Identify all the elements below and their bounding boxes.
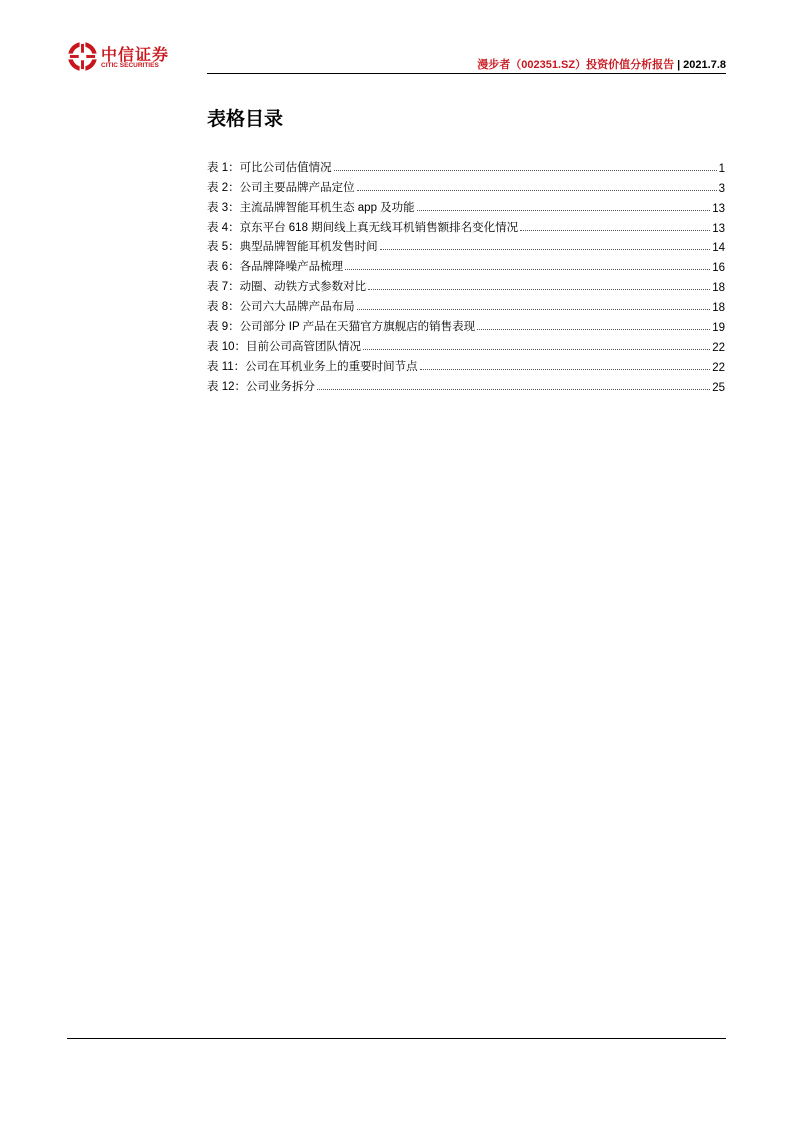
toc-entry-label[interactable]: 表 8：公司六大品牌产品布局 — [207, 301, 355, 314]
toc-entry-label[interactable]: 表 3：主流品牌智能耳机生态 app 及功能 — [207, 201, 415, 214]
toc-entry[interactable] — [207, 374, 725, 394]
toc-entry-page[interactable]: 13 — [712, 222, 725, 235]
toc-entry-label[interactable]: 表 1：可比公司估值情况 — [207, 161, 332, 174]
toc-dot-leader — [317, 389, 710, 390]
toc-entry-page[interactable]: 1 — [718, 162, 725, 175]
citic-logo-icon — [67, 41, 98, 72]
toc-entry-label[interactable]: 表 7：动圈、动铁方式参数对比 — [207, 281, 367, 294]
toc-entry[interactable] — [207, 294, 725, 314]
toc-entry-page[interactable]: 3 — [718, 182, 725, 195]
toc-entry[interactable] — [207, 195, 725, 215]
toc-entry-page[interactable]: 16 — [712, 262, 725, 275]
toc-entry-label[interactable]: 表 4：京东平台 618 期间线上真无线耳机销售额排名变化情况 — [207, 221, 519, 234]
citic-securities-logo — [67, 41, 187, 73]
toc-entry[interactable] — [207, 235, 725, 255]
running-header — [477, 56, 726, 72]
toc-entry-label[interactable]: 表 10：目前公司高管团队情况 — [207, 340, 361, 353]
toc-dot-leader — [417, 210, 711, 211]
logo-chinese-name: 中信证券 — [101, 47, 170, 64]
toc-dot-leader — [357, 190, 717, 191]
toc-entry-page[interactable]: 19 — [712, 322, 725, 335]
toc-dot-leader — [334, 170, 717, 171]
toc-entry-page[interactable]: 18 — [712, 302, 725, 315]
toc-dot-leader — [477, 329, 710, 330]
toc-title: 表格目录 — [207, 109, 284, 130]
footer-rule — [67, 1038, 726, 1039]
toc-entry[interactable] — [207, 354, 725, 374]
toc-entry-label[interactable]: 表 9：公司部分 IP 产品在天猫官方旗舰店的销售表现 — [207, 321, 476, 334]
toc-entry-label[interactable]: 表 12：公司业务拆分 — [207, 380, 315, 393]
toc-entry-page[interactable]: 14 — [712, 242, 725, 255]
toc-entry-label[interactable]: 表 11：公司在耳机业务上的重要时间节点 — [207, 360, 418, 373]
toc-entry-page[interactable]: 22 — [712, 361, 725, 374]
toc-dot-leader — [345, 269, 710, 270]
toc-entry-page[interactable]: 13 — [712, 202, 725, 215]
toc-entry[interactable] — [207, 155, 725, 175]
toc-dot-leader — [380, 249, 711, 250]
toc-entry[interactable] — [207, 254, 725, 274]
toc-entry[interactable] — [207, 314, 725, 334]
toc-entry-label[interactable]: 表 6：各品牌降噪产品梳理 — [207, 261, 344, 274]
toc-entry-page[interactable]: 22 — [712, 341, 725, 354]
toc-entry-page[interactable]: 18 — [712, 282, 725, 295]
toc-entry[interactable] — [207, 215, 725, 235]
toc-dot-leader — [357, 309, 711, 310]
toc-entry[interactable] — [207, 274, 725, 294]
report-date: 2021.7.8 — [683, 59, 726, 71]
table-of-tables — [207, 155, 725, 394]
toc-dot-leader — [520, 230, 710, 231]
header-separator: | — [677, 59, 681, 71]
toc-dot-leader — [420, 369, 711, 370]
header-rule — [207, 73, 726, 74]
logo-english-name: CITIC SECURITIES — [101, 62, 159, 69]
toc-entry-page[interactable]: 25 — [712, 381, 725, 394]
toc-entry[interactable] — [207, 334, 725, 354]
toc-entry[interactable] — [207, 175, 725, 195]
toc-dot-leader — [368, 289, 710, 290]
report-title: 漫步者（002351.SZ）投资价值分析报告 — [477, 59, 675, 71]
toc-dot-leader — [363, 349, 710, 350]
toc-entry-label[interactable]: 表 5：典型品牌智能耳机发售时间 — [207, 241, 378, 254]
toc-entry-label[interactable]: 表 2：公司主要品牌产品定位 — [207, 181, 355, 194]
